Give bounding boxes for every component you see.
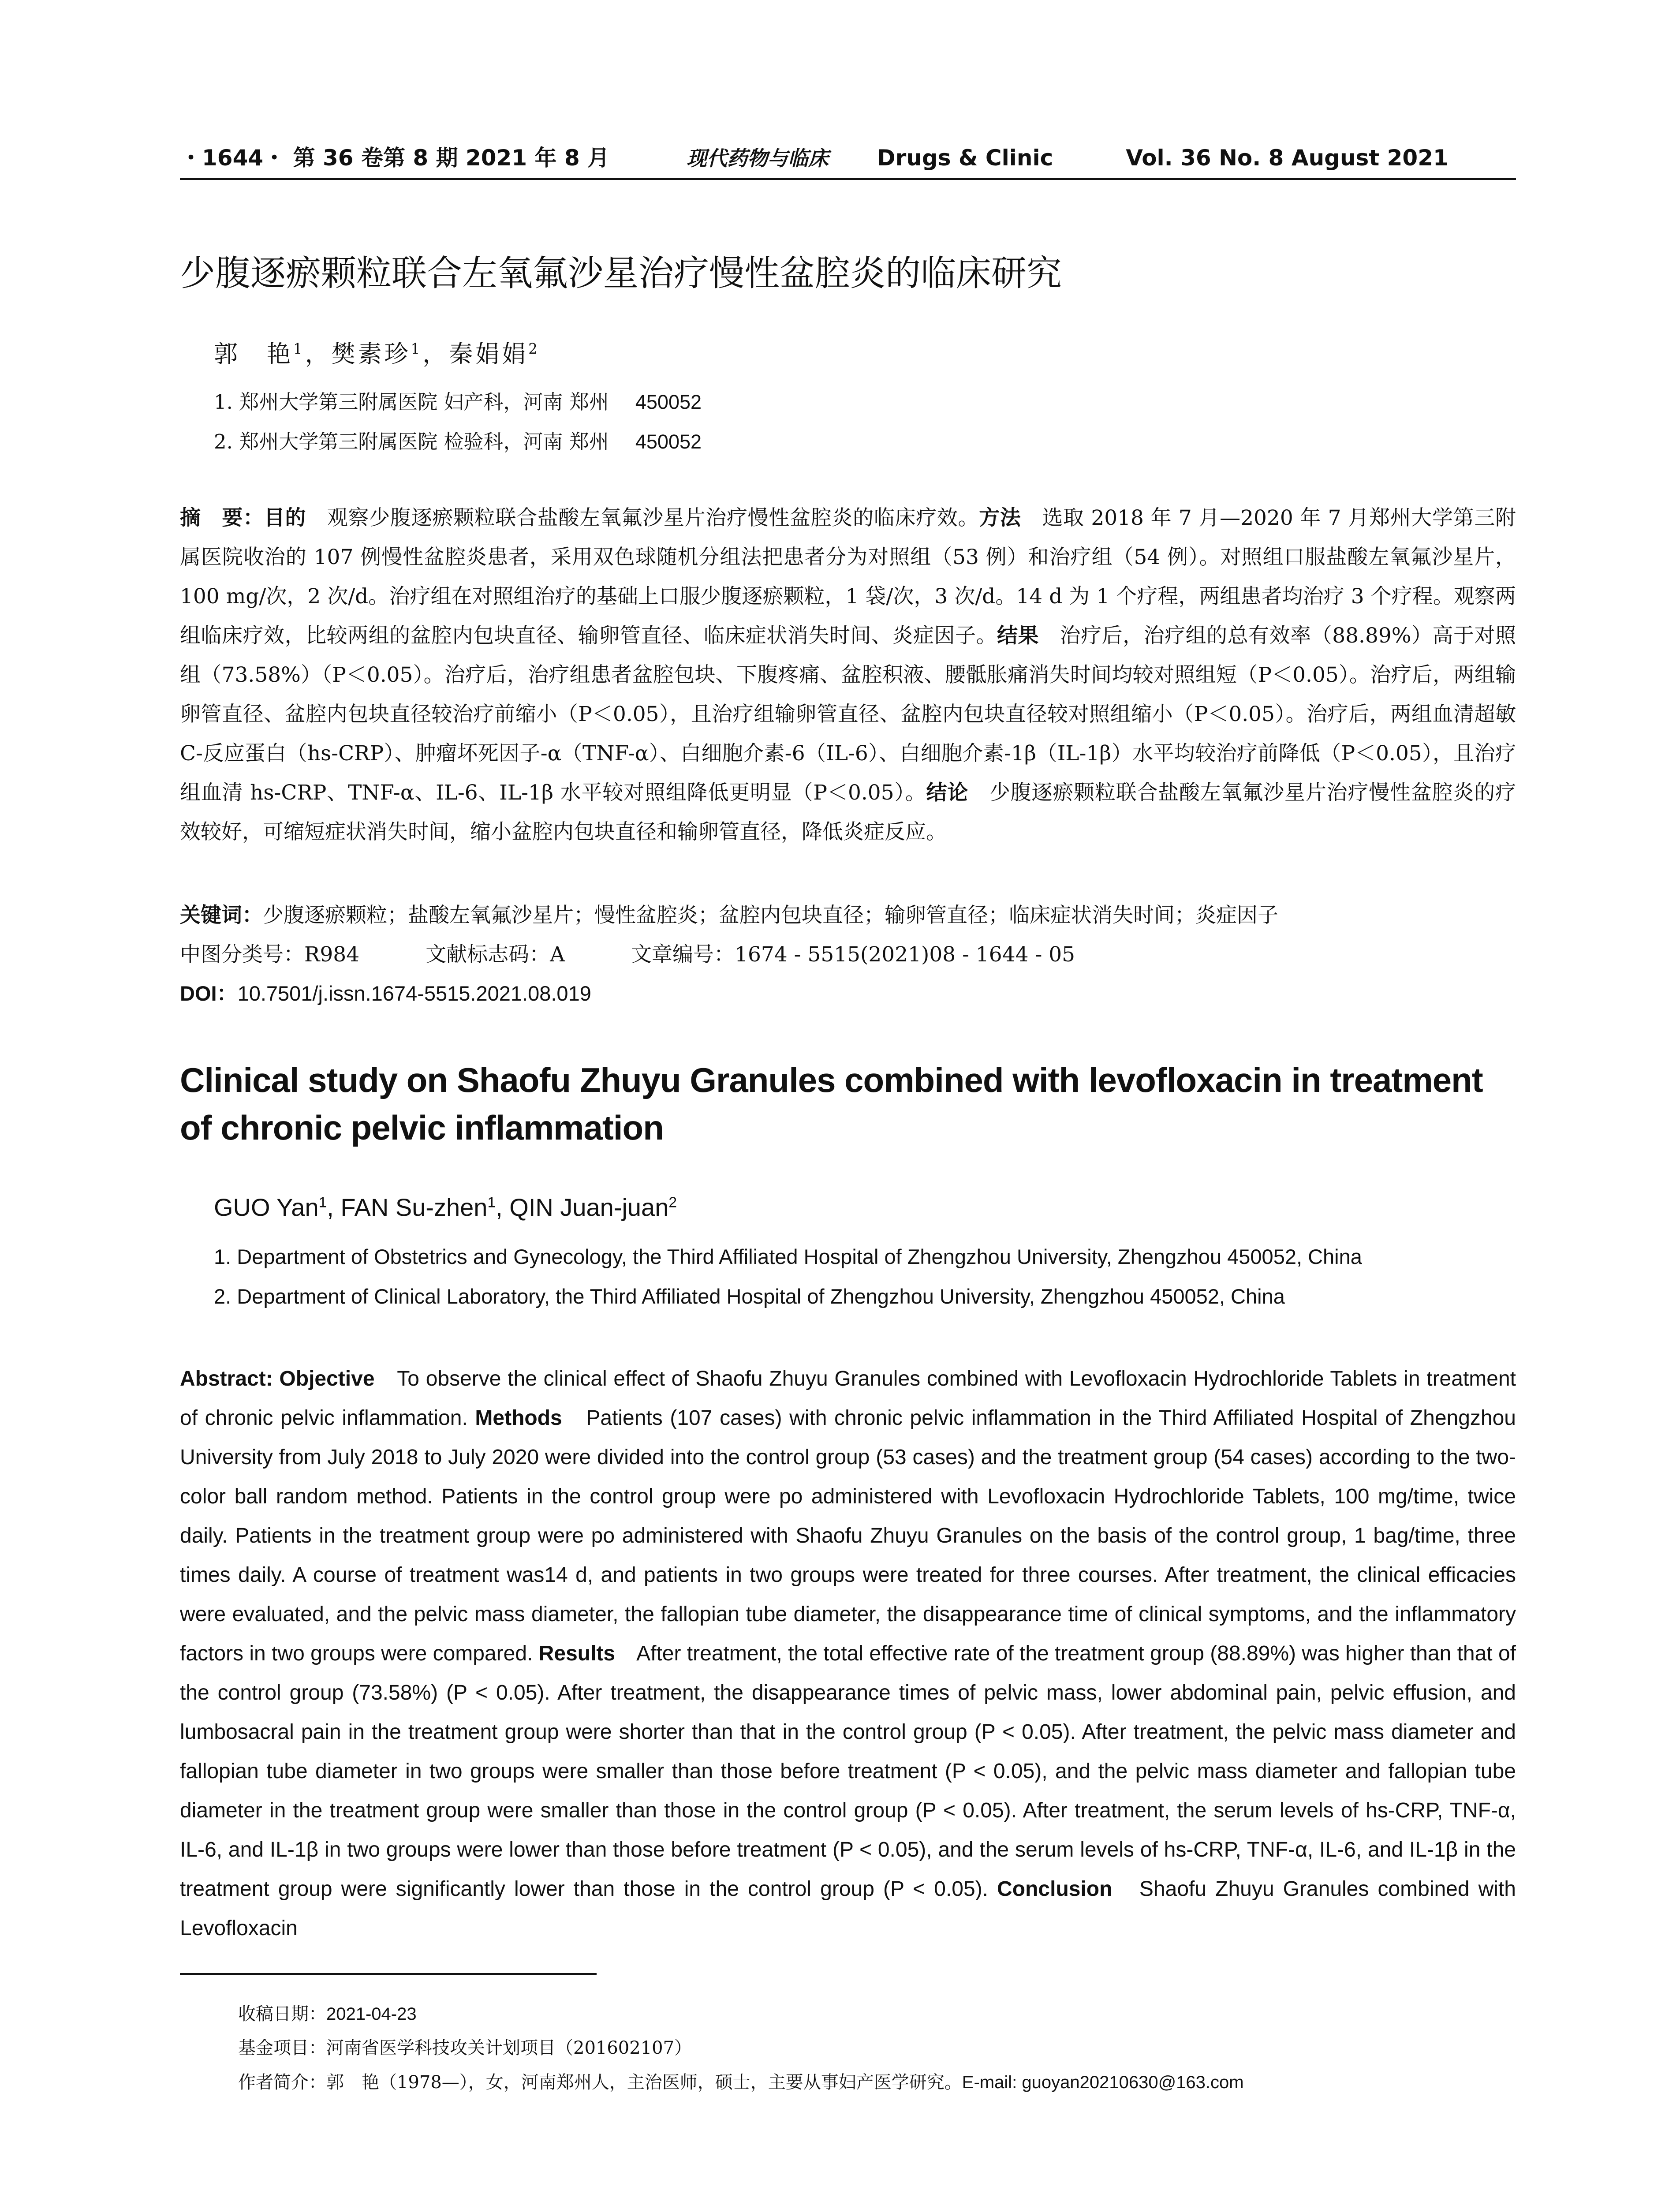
cn-authors: 郭 艳$^1$，樊素珍$^1$，秦娟娟$^2$ xyxy=(214,340,540,368)
fund-label: 基金项目： xyxy=(238,2038,326,2058)
header-page-info: ・1644・ 第 36 卷第 8 期 2021 年 8 月 xyxy=(180,145,610,171)
fund-text: 河南省医学科技攻关计划项目（201602107） xyxy=(326,2038,692,2058)
received-date: 2021-04-23 xyxy=(326,2004,417,2024)
cn-keywords-label: 关键词： xyxy=(180,903,263,927)
clc-label: 中图分类号： xyxy=(180,942,304,967)
header-rule xyxy=(180,178,1516,180)
en-author-name: QIN Juan-juan xyxy=(509,1193,669,1221)
doi-line xyxy=(180,977,591,1007)
cn-affiliation-postcode: 450052 xyxy=(635,391,702,413)
cn-classification xyxy=(180,938,1075,968)
en-authors: GUO Yan$^1$, FAN Su-zhen$^1$, QIN Juan-juan$^2$ xyxy=(214,1193,677,1221)
cn-author-affil-mark: 1 xyxy=(411,340,423,357)
en-methods-label: Methods xyxy=(475,1406,562,1430)
header-journal-cn: 现代药物与临床 xyxy=(687,146,829,170)
en-abstract-label: Abstract: Objective xyxy=(180,1367,375,1390)
article-no-label: 文章编号： xyxy=(631,942,735,967)
en-title: Clinical study on Shaofu Zhuyu Granules combined with levofloxacin in treatment of chronic pelvic inflammation xyxy=(180,1061,1483,1147)
cn-objective-text: 观察少腹逐瘀颗粒联合盐酸左氧氟沙星片治疗慢性盆腔炎的临床疗效。 xyxy=(306,506,979,530)
footnote-author xyxy=(238,2068,1244,2093)
cn-affiliation-text: 1. 郑州大学第三附属医院 妇产科，河南 郑州 xyxy=(214,390,609,414)
footnote-received xyxy=(238,2000,417,2025)
article-no-value: 1674 - 5515(2021)08 - 1644 - 05 xyxy=(735,942,1075,967)
cn-author-affil-mark: 2 xyxy=(528,340,540,357)
doi-label: DOI： xyxy=(180,982,238,1005)
doi-value: 10.7501/j.issn.1674-5515.2021.08.019 xyxy=(237,982,591,1005)
en-author-affil-mark: 1 xyxy=(318,1194,327,1211)
footnote-fund xyxy=(238,2034,692,2059)
footnote-rule xyxy=(180,1973,597,1975)
cn-conclusion-text: 少腹逐瘀颗粒联合盐酸左氧氟沙星片治疗慢性盆腔炎的疗效较好，可缩短症状消失时间，缩小盆腔内包块直径和输卵管直径，降低炎症反应。 xyxy=(180,781,1516,844)
en-abstract xyxy=(180,1359,1516,1948)
en-author-name: FAN Su-zhen xyxy=(340,1193,488,1221)
en-author-affil-mark: 2 xyxy=(668,1194,677,1211)
cn-results-text: 治疗后，治疗组的总有效率（88.89%）高于对照组（73.58%）（P＜0.05）。治疗后，治疗组患者盆腔包块、下腹疼痛、盆腔积液、腰骶胀痛消失时间均较对照组短（P＜0.05）。治疗后，两组输卵管直径、盆腔内包块直径较治疗前缩小（P＜0.05），且治疗组输卵管直径、盆腔内包块直径较对照组缩小（P＜0.05）。治疗后，两组血清超敏 C-反应蛋白（hs-CRP）、肿瘤坏死因子-α（TNF-α）、白细胞介素-6（IL-6）、白细胞介素-1β（IL-1β）水平均较治疗前降低（P＜0.05），且治疗组血清 hs-CRP、TNF-α、IL-6、IL-1β 水平较对照组降低更明显（P＜0.05）。 xyxy=(180,624,1516,805)
en-methods-text: Patients (107 cases) with chronic pelvic inflammation in the Third Affiliated Hospital of Zhengzhou University from July 2018 to July 2020 were divided into the control group (53 cases) and the treatment group (54 cases) according to the two-color ball random method. Patients in the control group were po administered with Levofloxacin Hydrochloride Tablets, 100 mg/time, twice daily. Patients in the treatment group were po administered with Shaofu Zhuyu Granules on the basis of the control group, 1 bag/time, three times daily. A course of treatment was14 d, and patients in two groups were treated for three courses. After treatment, the clinical efficacies were evaluated, and the pelvic mass diameter, the fallopian tube diameter, the disappearance time of clinical symptoms, and the inflammatory factors in two groups were compared. xyxy=(180,1406,1516,1665)
en-results-label: Results xyxy=(538,1642,616,1665)
author-email: E-mail: guoyan20210630@163.com xyxy=(962,2073,1244,2092)
cn-abstract-label: 摘 要： xyxy=(180,506,264,530)
received-label: 收稿日期： xyxy=(238,2004,326,2024)
cn-author-name: 秦娟娟 xyxy=(449,340,529,368)
cn-affiliation xyxy=(214,426,702,454)
cn-keywords-text: 少腹逐瘀颗粒；盐酸左氧氟沙星片；慢性盆腔炎；盆腔内包块直径；输卵管直径；临床症状消失时间；炎症因子 xyxy=(263,903,1278,927)
en-affiliation: 1. Department of Obstetrics and Gynecology, the Third Affiliated Hospital of Zhengzhou University, Zhengzhou 450052, China xyxy=(214,1245,1362,1268)
cn-affiliation xyxy=(214,386,702,415)
cn-affiliation-text: 2. 郑州大学第三附属医院 检验科，河南 郑州 xyxy=(214,430,609,453)
author-bio-text: 郭 艳（1978—），女，河南郑州人，主治医师，硕士，主要从事妇产医学研究。 xyxy=(326,2072,962,2093)
cn-objective-label: 目的 xyxy=(264,506,306,530)
cn-author-name: 樊素珍 xyxy=(331,340,411,368)
clc-value: R984 xyxy=(304,942,360,967)
en-conclusion-text: Shaofu Zhuyu Granules combined with Levofloxacin xyxy=(180,1877,1516,1940)
en-conclusion-label: Conclusion xyxy=(997,1877,1113,1901)
header-volume-info: Vol. 36 No. 8 August 2021 xyxy=(1126,145,1449,171)
cn-methods-text: 选取 2018 年 7 月—2020 年 7 月郑州大学第三附属医院收治的 107 例慢性盆腔炎患者，采用双色球随机分组法把患者分为对照组（53 例）和治疗组（54 例）。对照组口服盐酸左氧氟沙星片，100 mg/次，2 次/d。治疗组在对照组治疗的基础上口服少腹逐瘀颗粒，1 袋/次，3 次/d。14 d 为 1 个疗程，两组患者均治疗 3 个疗程。观察两组临床疗效，比较两组的盆腔内包块直径、输卵管直径、临床症状消失时间、炎症因子。 xyxy=(180,506,1516,648)
en-results-text: After treatment, the total effective rate of the treatment group (88.89%) was higher than that of the control group (73.58%) (P < 0.05). After treatment, the disappearance times of pelvic mass, lower abdominal pain, pelvic effusion, and lumbosacral pain in the treatment group were shorter than that in the control group (P < 0.05). After treatment, the pelvic mass diameter and fallopian tube diameter in two groups were smaller than those before treatment (P < 0.05), and the pelvic mass diameter and fallopian tube diameter in the treatment group were smaller than those in the control group (P < 0.05). After treatment, the serum levels of hs-CRP, TNF-α, IL-6, and IL-1β in two groups were lower than those before treatment (P < 0.05), and the serum levels of hs-CRP, TNF-α, IL-6, and IL-1β in the treatment group were significantly lower than those in the control group (P < 0.05). xyxy=(180,1642,1516,1901)
doc-code-value: A xyxy=(550,942,565,967)
author-bio-label: 作者简介： xyxy=(238,2072,326,2093)
doc-code-label: 文献标志码： xyxy=(426,942,550,967)
cn-author-affil-mark: 1 xyxy=(293,340,305,357)
running-header xyxy=(180,140,1516,172)
en-affiliation: 2. Department of Clinical Laboratory, the Third Affiliated Hospital of Zhengzhou University, Zhengzhou 450052, China xyxy=(214,1285,1285,1308)
cn-affiliation-postcode: 450052 xyxy=(635,430,702,453)
cn-author-name: 郭 艳 xyxy=(214,340,293,368)
cn-methods-label: 方法 xyxy=(979,506,1021,530)
header-journal-en: Drugs & Clinic xyxy=(877,145,1053,171)
cn-keywords xyxy=(180,899,1278,928)
cn-conclusion-label: 结论 xyxy=(926,781,969,805)
en-author-affil-mark: 1 xyxy=(487,1194,496,1211)
en-author-name: GUO Yan xyxy=(214,1193,319,1221)
en-objective-text: To observe the clinical effect of Shaofu Zhuyu Granules combined with Levofloxacin Hydrochloride Tablets in treatment of chronic pelvic inflammation. xyxy=(180,1367,1516,1430)
cn-title: 少腹逐瘀颗粒联合左氧氟沙星治疗慢性盆腔炎的临床研究 xyxy=(180,253,1062,294)
cn-abstract xyxy=(180,498,1516,852)
cn-results-label: 结果 xyxy=(997,624,1039,648)
